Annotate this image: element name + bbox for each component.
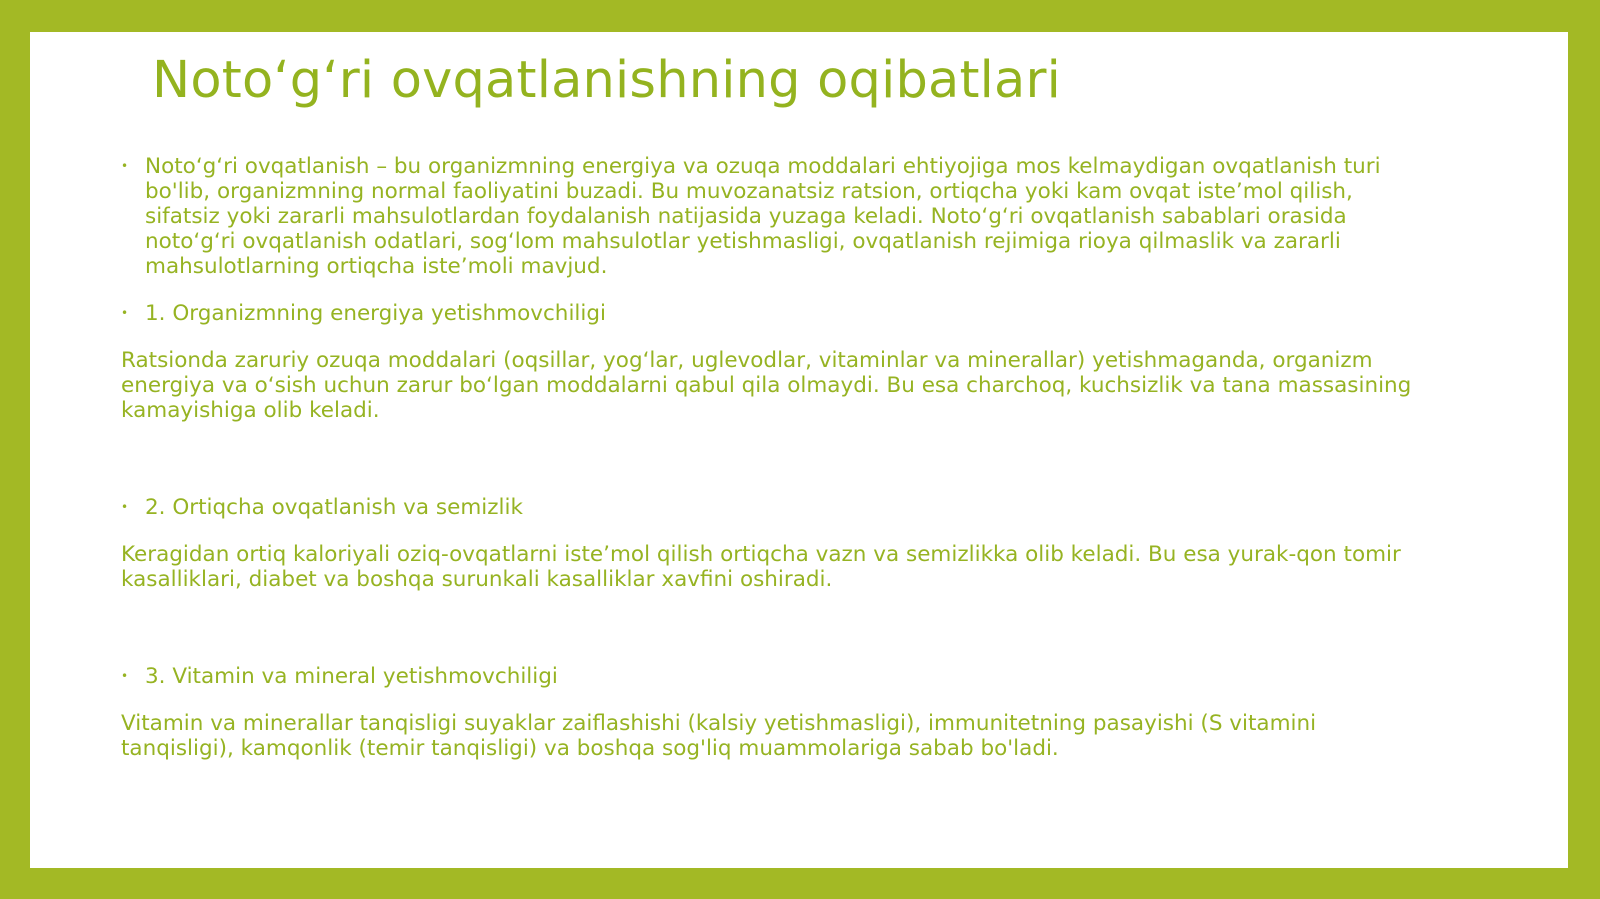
bullet-dot-icon: • <box>121 500 129 514</box>
bullet-dot-icon: • <box>121 159 129 173</box>
section-1-heading: 1. Organizmning energiya yetishmovchiligi <box>145 301 606 326</box>
slide <box>30 32 1568 868</box>
section-2-heading: 2. Ortiqcha ovqatlanish va semizlik <box>145 495 523 520</box>
section-3-text: Vitamin va minerallar tanqisligi suyaklar zaiflashishi (kalsiy yetishmasligi), immunitetning pasayishi (S vitamini tanqisligi), kamqonlik (temir tanqisligi) va boshqa sog'liq muammolariga sabab bo'ladi. <box>121 711 1317 761</box>
bullet-section-2 <box>121 495 1431 520</box>
bullet-dot-icon: • <box>121 306 129 320</box>
section-2-text: Keragidan ortiq kaloriyali oziq-ovqatlarni iste’mol qilish ortiqcha vazn va semizlikka olib keladi. Bu esa yurak-qon tomir kasalliklari, diabet va boshqa surunkali kasalliklar xavfini oshiradi. <box>121 542 1401 592</box>
section-1-text: Ratsionda zaruriy ozuqa moddalari (oqsillar, yog‘lar, uglevodlar, vitaminlar va minerallar) yetishmaganda, organizm energiya va o‘sish uchun zarur bo‘lgan moddalarni qabul qila olmaydi. Bu esa charchoq, kuchsizlik va tana massasining kamayishiga olib keladi. <box>121 348 1412 423</box>
bullet-section-1 <box>121 301 1431 326</box>
slide-title: Noto‘g‘ri ovqatlanishning oqibatlari <box>152 51 1062 110</box>
slide-content <box>121 154 1431 761</box>
bullet-section-3 <box>121 664 1431 689</box>
bullet-intro <box>121 154 1431 279</box>
intro-text: Noto‘g‘ri ovqatlanish – bu organizmning energiya va ozuqa moddalari ehtiyojiga mos kelmaydigan ovqatlanish turi bo'lib, organizmning normal faoliyatini buzadi. Bu muvozanatsiz ratsion, ortiqcha yoki kam ovqat iste’mol qilish, sifatsiz yoki zararli mahsulotlardan foydalanish natijasida yuzaga keladi. Noto‘g‘ri ovqatlanish sabablari orasida noto‘g‘ri ovqatlanish odatlari, sog‘lom mahsulotlar yetishmasligi, ovqatlanish rejimiga rioya qilmaslik va zararli mahsulotlarning ortiqcha iste’moli mavjud. <box>145 154 1381 279</box>
bullet-dot-icon: • <box>121 669 129 683</box>
section-3-heading: 3. Vitamin va mineral yetishmovchiligi <box>145 664 558 689</box>
